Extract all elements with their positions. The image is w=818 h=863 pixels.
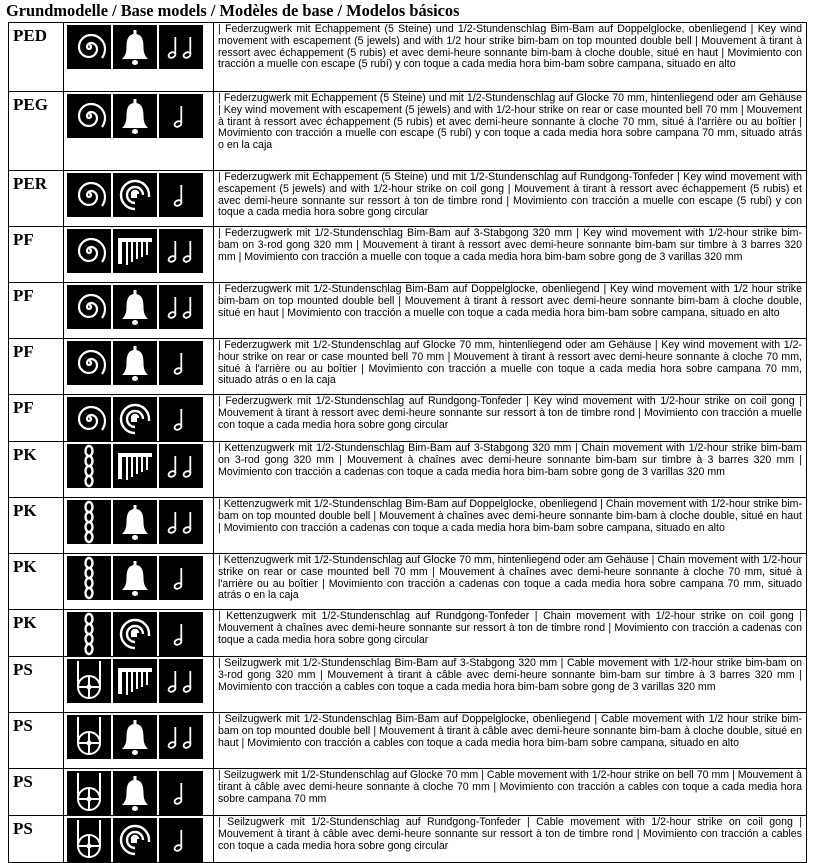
double-note-icon xyxy=(159,285,203,329)
model-icons xyxy=(64,442,214,498)
spiral-icon xyxy=(67,285,111,329)
model-row xyxy=(9,23,807,92)
page-title: Grundmodelle / Base models / Modèles de base / Modelos básicos xyxy=(6,1,460,20)
model-icons xyxy=(64,339,214,395)
model-icons xyxy=(64,283,214,339)
double-note-icon xyxy=(159,25,203,69)
coil-gong-icon xyxy=(113,612,157,656)
cable-pulley-icon xyxy=(67,771,111,815)
model-icons xyxy=(64,92,214,171)
model-row xyxy=(9,171,807,227)
model-row xyxy=(9,610,807,657)
rod-gong-icon xyxy=(113,444,157,488)
model-description: | Seilzugwerk mit 1/2-Stundenschlag Bim-Bam auf Doppelglocke, obenliegend | Cable movement with 1/2 hour strike bim-bam on top mounted double bell | Mouvement à tirant à câble avec demi-heure sonnante bim-bam à cloche double, situé en haut | Movimiento con tracción a cables con toque a cada media hora bim-bam sobre campana, situado en alto xyxy=(214,713,807,769)
spiral-icon xyxy=(67,25,111,69)
single-note-icon xyxy=(159,556,203,600)
single-note-icon xyxy=(159,771,203,815)
chain-icon xyxy=(67,612,111,656)
coil-gong-icon xyxy=(113,173,157,217)
model-code: PK xyxy=(9,610,64,657)
model-row xyxy=(9,554,807,610)
model-code: PS xyxy=(9,816,64,863)
model-icons xyxy=(64,769,214,816)
model-code: PK xyxy=(9,442,64,498)
spiral-icon xyxy=(67,94,111,138)
chain-icon xyxy=(67,556,111,600)
model-icons xyxy=(64,554,214,610)
model-row xyxy=(9,395,807,442)
spiral-icon xyxy=(67,173,111,217)
model-row xyxy=(9,657,807,713)
model-row xyxy=(9,339,807,395)
single-note-icon xyxy=(159,818,203,862)
model-icons xyxy=(64,610,214,657)
model-description: | Seilzugwerk mit 1/2-Stundenschlag auf Glocke 70 mm | Cable movement with 1/2-hour strike on bell 70 mm | Mouvement à tirant à câble avec demi-heure sonnante à cloche 70 mm | Movimiento con tracción a cables con toque a cada media hora sobre campana 70 mm xyxy=(214,769,807,816)
model-code: PF xyxy=(9,283,64,339)
coil-gong-icon xyxy=(113,397,157,441)
chain-icon xyxy=(67,500,111,544)
model-row xyxy=(9,442,807,498)
bell-icon xyxy=(113,500,157,544)
single-note-icon xyxy=(159,397,203,441)
model-icons xyxy=(64,498,214,554)
model-code: PF xyxy=(9,227,64,283)
model-icons xyxy=(64,816,214,863)
model-code: PEG xyxy=(9,92,64,171)
cable-pulley-icon xyxy=(67,659,111,703)
cable-pulley-icon xyxy=(67,715,111,759)
model-icons xyxy=(64,395,214,442)
bell-icon xyxy=(113,715,157,759)
model-description: | Federzugwerk mit 1/2-Stundenschlag Bim-Bam auf Doppelglocke, obenliegend | Key wind movement with 1/2 hour strike bim-bam on top mounted double bell | Mouvement à tirant à ressort avec demi-heure sonnante bim-bam à cloche double, situé en haut | Movimiento con tracción a muelle con toque a cada media hora bim-bam sobre campana, situado en alto xyxy=(214,283,807,339)
model-code: PK xyxy=(9,498,64,554)
model-description: | Kettenzugwerk mit 1/2-Stundenschlag auf Glocke 70 mm, hintenliegend oder am Gehäuse | Chain movement with 1/2-hour strike on rear or case mounted bell 70 mm | Mouvement à chaînes avec demi-heure sonnante à cloche 70 mm, situé à l'arrière ou au boîtier | Movimiento con tracción a cadenas con toque a cada media hora sobre campana 70 mm, situado atrás o en la caja xyxy=(214,554,807,610)
chain-icon xyxy=(67,444,111,488)
model-code: PK xyxy=(9,554,64,610)
model-description: | Kettenzugwerk mit 1/2-Stundenschlag Bim-Bam auf 3-Stabgong 320 mm | Chain movement with 1/2-hour strike bim-bam on 3-rod gong 320 mm | Mouvement à chaînes avec demi-heure sonnante bim-bam sur timbre à 3 barres 320 mm | Movimiento con tracción a cadenas con toque a cada media hora bim-bam sobre gong de 3 varillas 320 mm xyxy=(214,442,807,498)
single-note-icon xyxy=(159,173,203,217)
bell-icon xyxy=(113,771,157,815)
bell-icon xyxy=(113,556,157,600)
model-row xyxy=(9,498,807,554)
model-description: | Seilzugwerk mit 1/2-Stundenschlag auf Rundgong-Tonfeder | Cable movement with 1/2-hour strike on coil gong | Mouvement à tirant à câble avec demi-heure sonnante sur ressort à ton de timbre rond | Movimiento con tracción a cables con toque a cada media hora sobre gong circular xyxy=(214,816,807,863)
model-description: | Kettenzugwerk mit 1/2-Stundenschlag auf Rundgong-Tonfeder | Chain movement with 1/2-hour strike on coil gong | Mouvement à chaînes avec demi-heure sonnante sur ressort à ton de timbre rond | Movimiento con tracción a cadenas con toque a cada media hora sobre gong circular xyxy=(214,610,807,657)
model-icons xyxy=(64,227,214,283)
spiral-icon xyxy=(67,397,111,441)
model-code: PS xyxy=(9,657,64,713)
single-note-icon xyxy=(159,341,203,385)
single-note-icon xyxy=(159,612,203,656)
double-note-icon xyxy=(159,715,203,759)
model-icons xyxy=(64,23,214,92)
model-code: PS xyxy=(9,769,64,816)
model-icons xyxy=(64,713,214,769)
model-description: | Federzugwerk mit 1/2-Stundenschlag Bim-Bam auf 3-Stabgong 320 mm | Key wind movement with 1/2-hour strike bim-bam on 3-rod gong 320 mm | Mouvement à tirant à ressort avec demi-heure sonnante bim-bam sur timbre à 3 barres 320 mm | Movimiento con tracción a muelle con toque a cada media hora bim-bam sobre gong de 3 varillas 320 mm xyxy=(214,227,807,283)
model-row xyxy=(9,816,807,863)
double-note-icon xyxy=(159,229,203,273)
rod-gong-icon xyxy=(113,659,157,703)
model-row xyxy=(9,227,807,283)
rod-gong-icon xyxy=(113,229,157,273)
bell-icon xyxy=(113,94,157,138)
coil-gong-icon xyxy=(113,818,157,862)
spiral-icon xyxy=(67,229,111,273)
model-row xyxy=(9,283,807,339)
model-code: PS xyxy=(9,713,64,769)
bell-icon xyxy=(113,25,157,69)
model-row xyxy=(9,769,807,816)
double-note-icon xyxy=(159,659,203,703)
model-description: | Federzugwerk mit Echappement (5 Steine) und mit 1/2-Stundenschlag auf Rundgong-Tonfeder | Key wind movement with escapement (5 jewels) and with 1/2-hour strike on coil gong | Mouvement à tirant à ressort avec échappement (5 rubis) et avec demi-heure sonnante sur ressort à ton de timbre rond | Movimiento con tracción a muelle con escape (5 rubí) y con toque a cada media hora sobre gong circular xyxy=(214,171,807,227)
base-models-table xyxy=(8,22,807,863)
model-row xyxy=(9,92,807,171)
model-code: PED xyxy=(9,23,64,92)
double-note-icon xyxy=(159,444,203,488)
model-icons xyxy=(64,657,214,713)
model-description: | Kettenzugwerk mit 1/2-Stundenschlag Bim-Bam auf Doppelglocke, obenliegend | Chain movement with 1/2-hour strike bim-bam on top mounted double bell | Mouvement à chaînes avec demi-heure sonnante bim-bam à cloche double, situé en haut | Movimiento con tracción a cadenas con toque a cada media hora bim-bam sobre campana, situado en alto xyxy=(214,498,807,554)
double-note-icon xyxy=(159,500,203,544)
cable-pulley-icon xyxy=(67,818,111,862)
model-description: | Federzugwerk mit Echappement (5 Steine) und mit 1/2-Stundenschlag auf Glocke 70 mm, hintenliegend oder am Gehäuse | Key wind movement with escapement (5 jewels) and with 1/2-hour strike on rear or case mounted bell 70 mm | Mouvement à tirant à ressort avec échappement (5 rubis) et avec demi-heure sonnante à cloche 70 mm, situé à l'arrière ou au boîtier | Movimiento con tracción a muelle con escape (5 rubí) y con toque a cada media hora sobre campana 70 mm, situado atrás o en la caja xyxy=(214,92,807,171)
model-description: | Federzugwerk mit 1/2-Stundenschlag auf Rundgong-Tonfeder | Key wind movement with 1/2-hour strike on coil gong | Mouvement à tirant à ressort avec demi-heure sonnante sur ressort à ton de timbre rond | Movimiento con tracción a muelle con toque a cada media hora sobre gong circular xyxy=(214,395,807,442)
model-description: | Federzugwerk mit 1/2-Stundenschlag auf Glocke 70 mm, hintenliegend oder am Gehäuse | Key wind movement with 1/2-hour strike on rear or case mounted bell 70 mm | Mouvement à tirant à ressort avec demi-heure sonnante à cloche 70 mm, situé à l'arrière ou au boîtier | Movimiento con tracción a muelle con toque a cada media hora sobre campana 70 mm, situado atrás o en la caja xyxy=(214,339,807,395)
model-code: PER xyxy=(9,171,64,227)
single-note-icon xyxy=(159,94,203,138)
model-description: | Federzugwerk mit Echappement (5 Steine) und 1/2-Stundenschlag Bim-Bam auf Doppelglocke, obenliegend | Key wind movement with escapement (5 jewels) and with 1/2 hour strike bim-bam on top mounted double bell | Mouvement à tirant à ressort avec échappement (5 rubis) et avec demi-heure sonnante bim-bam à cloche double, situé en haut | Movimiento con tracción a muelle con escape (5 rubí) y con toque a cada media hora bim-bam sobre campana, situado en alto xyxy=(214,23,807,92)
spiral-icon xyxy=(67,341,111,385)
bell-icon xyxy=(113,341,157,385)
model-icons xyxy=(64,171,214,227)
bell-icon xyxy=(113,285,157,329)
model-row xyxy=(9,713,807,769)
model-code: PF xyxy=(9,395,64,442)
model-description: | Seilzugwerk mit 1/2-Stundenschlag Bim-Bam auf 3-Stabgong 320 mm | Cable movement with 1/2-hour strike bim-bam on 3-rod gong 320 mm | Mouvement à tirant à câble avec demi-heure sonnante bim-bam sur timbre à 3 barres 320 mm | Movimiento con tracción a cables con toque a cada media hora bim-bam sobre gong de 3 varillas 320 mm xyxy=(214,657,807,713)
model-code: PF xyxy=(9,339,64,395)
